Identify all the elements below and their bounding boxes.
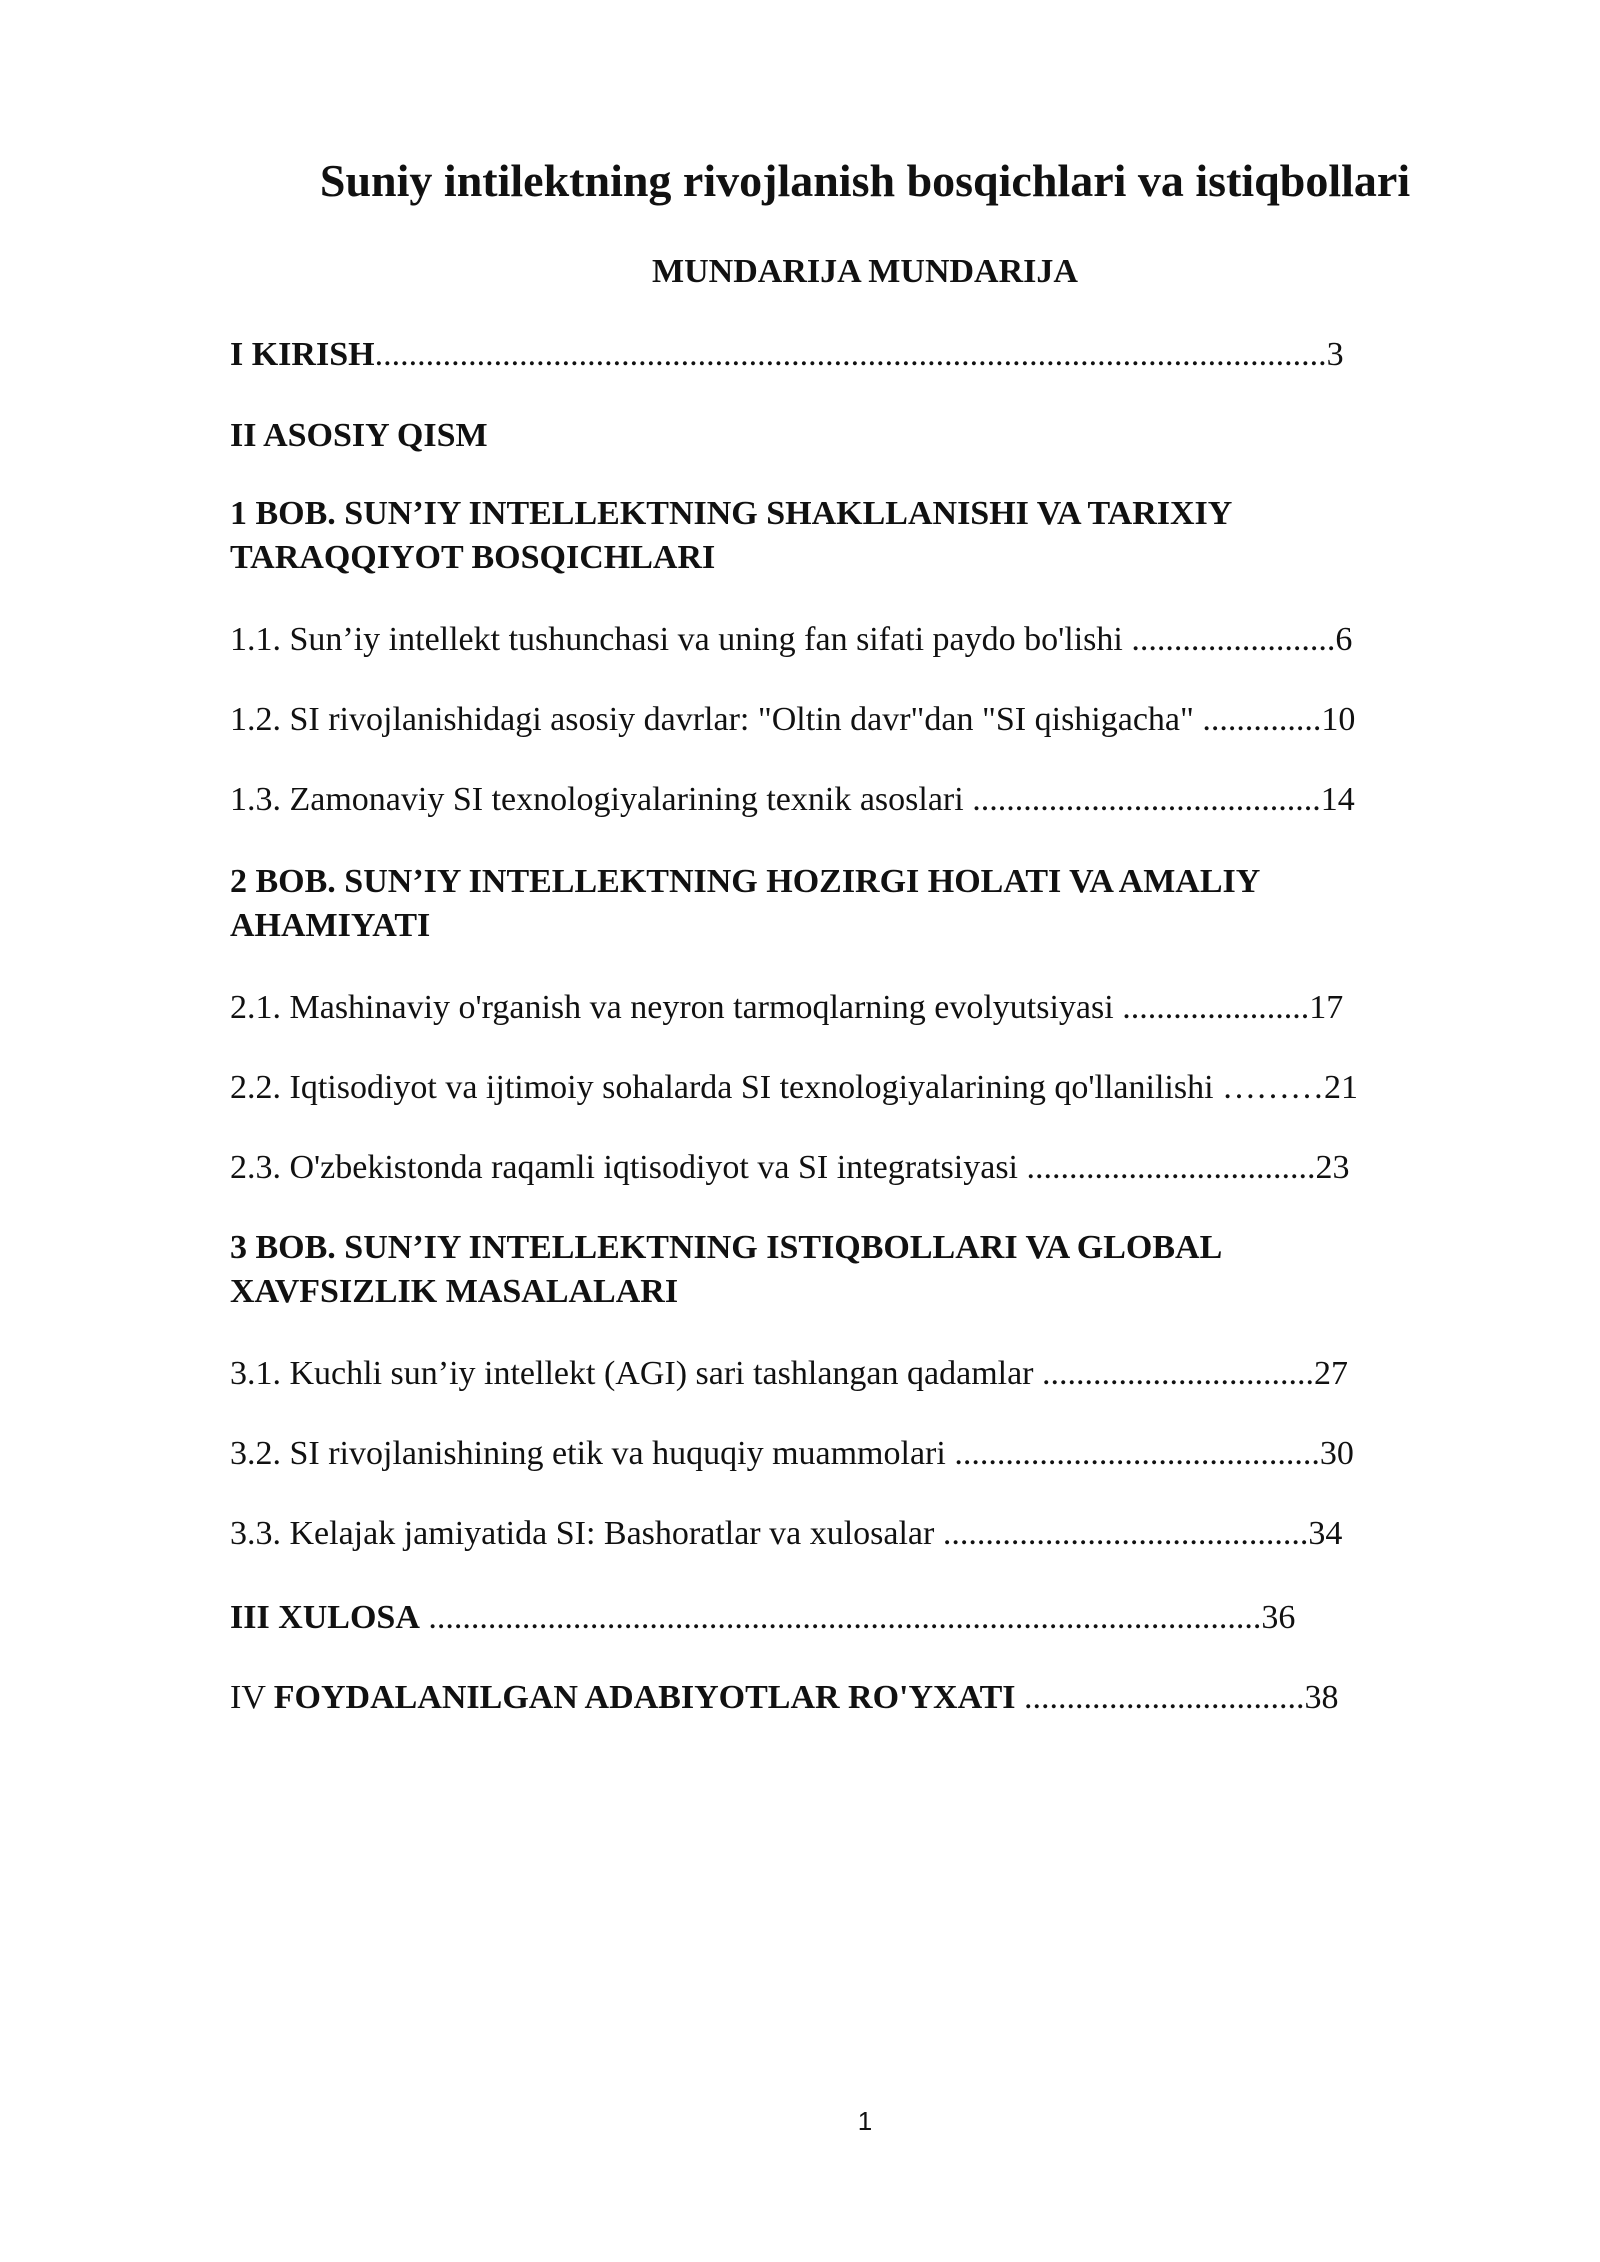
toc-leader: .................................. <box>1018 1149 1316 1186</box>
toc-leader: ........................ <box>1122 621 1336 658</box>
toc-page-number: 6 <box>1335 621 1353 658</box>
toc-chapter-3-title-line2: XAVFSIZLIK MASALALARI <box>230 1273 679 1310</box>
toc-entry-prefix: IV <box>230 1679 274 1716</box>
toc-chapter-2-title <box>230 860 1430 948</box>
toc-entry-references <box>230 1676 1490 1720</box>
toc-leader: ................................ <box>1033 1355 1314 1392</box>
toc-entry-label: 1.3. Zamonaviy SI texnologiyalarining texnik asoslari <box>230 781 964 818</box>
page-number: 1 <box>857 2106 873 2136</box>
toc-leader: ...................... <box>1113 989 1310 1026</box>
toc-page-number: 34 <box>1308 1515 1343 1552</box>
toc-entry-1-2 <box>230 698 1490 742</box>
toc-chapter-3-title <box>230 1226 1430 1314</box>
toc-entry-label: III XULOSA <box>230 1599 420 1636</box>
toc-entry-conclusion <box>230 1596 1490 1640</box>
toc-chapter-2-title-line1: 2 BOB. SUN’IY INTELLEKTNING HOZIRGI HOLATI VA AMALIY <box>230 863 1261 900</box>
toc-chapter-1-title-line1: 1 BOB. SUN’IY INTELLEKTNING SHAKLLANISHI VA TARIXIY <box>230 495 1233 532</box>
toc-entry-label: I KIRISH <box>230 336 375 373</box>
toc-entry-label: 3.3. Kelajak jamiyatida SI: Bashoratlar va xulosalar <box>230 1515 935 1552</box>
toc-entry-2-2 <box>230 1066 1490 1110</box>
toc-entry-label: 2.3. O'zbekistonda raqamli iqtisodiyot va SI integratsiyasi <box>230 1149 1018 1186</box>
toc-entry-label: 2.1. Mashinaviy o'rganish va neyron tarmoqlarning evolyutsiyasi <box>230 989 1114 1026</box>
toc-entry-label: FOYDALANILGAN ADABIYOTLAR RO'YXATI <box>273 1679 1016 1716</box>
toc-leader: ........................................... <box>945 1435 1320 1472</box>
toc-entry-intro <box>230 333 1490 377</box>
toc-entry-label: 3.1. Kuchli sun’iy intellekt (AGI) sari tashlangan qadamlar <box>230 1355 1034 1392</box>
toc-page-number: 3 <box>1326 336 1344 373</box>
toc-leader: ................................. <box>1015 1679 1305 1716</box>
toc-page-number: 30 <box>1319 1435 1354 1472</box>
toc-entry-label: 2.2. Iqtisodiyot va ijtimoiy sohalarda SI texnologiyalarining qo'llanilishi <box>230 1069 1214 1106</box>
toc-leader: .................................................................................................. <box>419 1599 1262 1636</box>
toc-page-number: 38 <box>1304 1679 1339 1716</box>
toc-entry-3-1 <box>230 1352 1490 1396</box>
toc-chapter-2-title-line2: AHAMIYATI <box>230 907 431 944</box>
toc-leader: ......................................... <box>963 781 1321 818</box>
toc-leader: ........................................... <box>934 1515 1309 1552</box>
toc-leader: .............. <box>1193 701 1322 738</box>
toc-chapter-1-title-line2: TARAQQIYOT BOSQICHLARI <box>230 539 716 576</box>
toc-page-number: 23 <box>1315 1149 1350 1186</box>
page-title: Suniy intilektning rivojlanish bosqichlari va istiqbollari <box>319 155 1411 206</box>
toc-page-number: 27 <box>1314 1355 1348 1392</box>
toc-entry-3-2 <box>230 1432 1490 1476</box>
toc-entry-label: 1.1. Sun’iy intellekt tushunchasi va uning fan sifati paydo bo'lishi <box>230 621 1123 658</box>
toc-page-number: 17 <box>1309 989 1344 1026</box>
toc-page-number: 21 <box>1324 1069 1359 1106</box>
toc-chapter-3-title-line1: 3 BOB. SUN’IY INTELLEKTNING ISTIQBOLLARI VA GLOBAL <box>230 1229 1223 1266</box>
toc-entry-2-3 <box>230 1146 1490 1190</box>
toc-page-number: 10 <box>1321 701 1356 738</box>
toc-entry-3-3 <box>230 1512 1490 1556</box>
toc-chapter-1-title <box>230 492 1430 580</box>
toc-leader: ................................................................................................................ <box>374 336 1327 373</box>
toc-heading: MUNDARIJA MUNDARIJA <box>652 253 1078 290</box>
toc-leader: ……… <box>1213 1069 1325 1106</box>
toc-entry-1-1 <box>230 618 1490 662</box>
toc-entry-2-1 <box>230 986 1490 1030</box>
toc-entry-label: 1.2. SI rivojlanishidagi asosiy davrlar: "Oltin davr"dan "SI qishigacha" <box>230 701 1194 738</box>
toc-page-number: 14 <box>1320 781 1355 818</box>
toc-entry-1-3 <box>230 778 1490 822</box>
toc-entry-main-part: II ASOSIY QISM <box>230 417 488 454</box>
toc-entry-label: 3.2. SI rivojlanishining etik va huquqiy muammolari <box>230 1435 946 1472</box>
toc-page-number: 36 <box>1261 1599 1296 1636</box>
